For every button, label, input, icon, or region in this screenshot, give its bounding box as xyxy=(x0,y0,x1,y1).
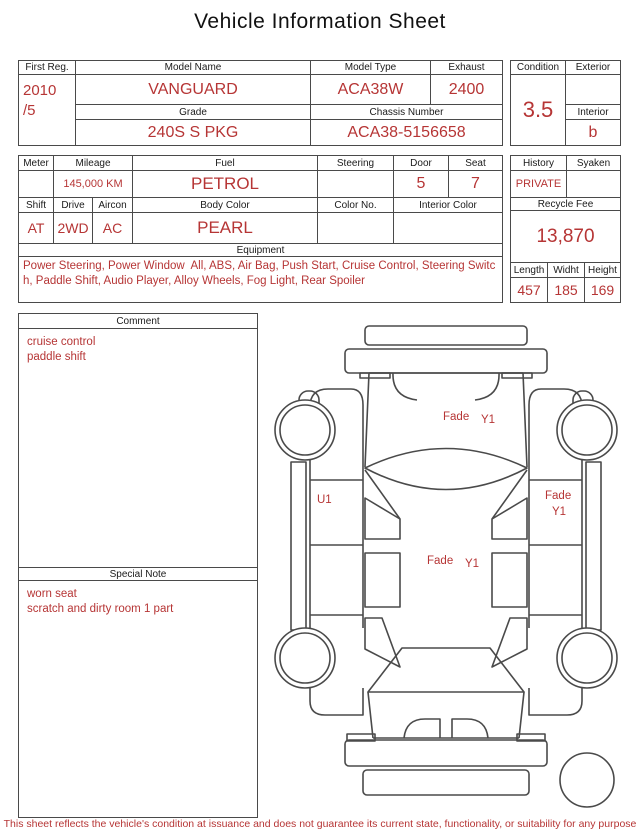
drive-value: 2WD xyxy=(54,213,93,244)
fuel-header: Fuel xyxy=(133,156,318,171)
door-value: 5 xyxy=(394,171,449,198)
page-title: Vehicle Information Sheet xyxy=(194,10,446,33)
syaken-value xyxy=(567,171,620,198)
rear-windshield xyxy=(368,648,524,692)
exterior-value xyxy=(566,75,620,105)
rear-bumper xyxy=(345,734,547,795)
first-reg-header: First Reg. xyxy=(19,61,76,75)
recycle-fee-value: 13,870 xyxy=(511,211,620,263)
left-rear-window xyxy=(365,553,400,607)
right-rear-quarter-panel xyxy=(529,688,582,715)
front-bumper-lower-bar xyxy=(345,349,547,373)
special-note-line: worn seat xyxy=(27,588,77,600)
tailgate-outline xyxy=(368,692,524,738)
right-tail-lamp xyxy=(452,719,488,738)
history-header: History xyxy=(511,156,567,171)
rear-section xyxy=(368,648,524,738)
history-value: PRIVATE xyxy=(511,171,567,198)
equipment-header: Equipment xyxy=(19,244,502,257)
interior-color-header: Interior Color xyxy=(394,198,502,213)
interior-value: b xyxy=(588,123,598,141)
condition-value: 3.5 xyxy=(511,75,566,145)
front-bumper-upper-bar xyxy=(365,326,527,345)
windshield xyxy=(365,449,527,490)
spec-table xyxy=(18,155,503,303)
interior-color-value xyxy=(394,213,502,244)
seat-header: Seat xyxy=(449,156,502,171)
shift-header: Shift xyxy=(19,198,54,213)
condition-header: Condition xyxy=(511,61,566,75)
right-headlight-arc xyxy=(475,373,499,400)
spare-tire xyxy=(560,753,614,807)
wheel-front-left-inner xyxy=(280,405,330,455)
length-header: Length xyxy=(511,263,548,278)
right-rocker-panel xyxy=(586,462,601,630)
history-box xyxy=(510,155,621,303)
comment-header: Comment xyxy=(19,314,257,329)
aircon-value: AC xyxy=(93,213,133,244)
model-identity-table xyxy=(18,60,503,146)
meter-header: Meter xyxy=(19,156,54,171)
grade-header: Grade xyxy=(76,105,311,120)
comment-line: cruise control xyxy=(27,336,96,348)
roof-damage-grade: Y1 xyxy=(465,558,480,570)
wheels xyxy=(275,400,617,807)
left-door-damage-mark: U1 xyxy=(317,494,332,506)
right-door-damage-grade: Y1 xyxy=(552,506,567,518)
model-name-header: Model Name xyxy=(76,61,311,75)
first-reg-value xyxy=(19,75,76,145)
width-value: 185 xyxy=(548,278,585,302)
comment-line: paddle shift xyxy=(27,351,86,364)
aircon-header: Aircon xyxy=(93,198,133,213)
side-windows xyxy=(365,498,527,667)
first-reg-month: /5 xyxy=(23,102,36,120)
color-no-header: Color No. xyxy=(318,198,394,213)
body-color-value: PEARL xyxy=(133,213,318,244)
chassis-number-header: Chassis Number xyxy=(311,105,502,120)
exhaust-value: 2400 xyxy=(431,75,502,105)
left-tail-lamp xyxy=(404,719,440,738)
right-front-window xyxy=(492,498,527,539)
comment-text xyxy=(19,329,257,567)
length-value: 457 xyxy=(511,278,548,302)
seat-value: 7 xyxy=(449,171,502,198)
first-reg-year: 2010 xyxy=(23,82,57,99)
comment-box xyxy=(18,313,258,818)
recycle-fee-header: Recycle Fee xyxy=(511,198,620,211)
mileage-value: 145,000 KM xyxy=(54,171,133,198)
wheel-rear-left-inner xyxy=(280,633,330,683)
rear-bumper-upper-bar xyxy=(345,740,547,766)
fuel-value: PETROL xyxy=(133,171,318,198)
chassis-number-value: ACA38-5156658 xyxy=(347,123,466,141)
right-quarter-window xyxy=(492,618,527,667)
hood-damage-grade: Y1 xyxy=(481,414,496,426)
disclaimer-text: This sheet reflects the vehicle's condition at issuance and does not guarantee its current state, functionality, or suitability for any purpose xyxy=(3,818,637,830)
height-header: Height xyxy=(585,263,620,278)
car-top-view-diagram xyxy=(265,315,635,815)
wheel-rear-right-inner xyxy=(562,633,612,683)
interior-header: Interior xyxy=(566,105,620,120)
height-value: 169 xyxy=(590,282,615,298)
rear-bumper-lower-bar xyxy=(363,770,529,795)
special-note-line: scratch and dirty room 1 part xyxy=(27,603,174,616)
special-note-header: Special Note xyxy=(19,567,257,581)
left-quarter-window xyxy=(365,618,400,667)
right-rear-window xyxy=(492,553,527,607)
right-door-damage-mark: Fade xyxy=(545,490,572,502)
door-header: Door xyxy=(394,156,449,171)
damage-marks xyxy=(317,411,571,570)
left-rocker-panel xyxy=(291,462,306,630)
color-no-value xyxy=(318,213,394,244)
exterior-header: Exterior xyxy=(566,61,620,75)
left-rear-quarter-panel xyxy=(310,688,363,715)
model-type-value: ACA38W xyxy=(311,75,431,105)
front-bumper xyxy=(345,326,547,378)
roof-damage-mark: Fade xyxy=(427,555,454,567)
body-color-header: Body Color xyxy=(133,198,318,213)
meter-value xyxy=(19,171,54,198)
left-front-window xyxy=(365,498,400,539)
left-headlight-arc xyxy=(393,373,417,400)
drive-header: Drive xyxy=(54,198,93,213)
exhaust-header: Exhaust xyxy=(431,61,502,75)
grade-value: 240S S PKG xyxy=(76,120,311,145)
steering-value xyxy=(318,171,394,198)
special-note-text xyxy=(19,581,257,817)
condition-box xyxy=(510,60,621,146)
model-name-value: VANGUARD xyxy=(76,75,311,105)
shift-value: AT xyxy=(19,213,54,244)
width-header: Widht xyxy=(548,263,585,278)
syaken-header: Syaken xyxy=(567,156,620,171)
model-type-header: Model Type xyxy=(311,61,431,75)
hood-damage-mark: Fade xyxy=(443,411,470,423)
mileage-header: Mileage xyxy=(54,156,133,171)
steering-header: Steering xyxy=(318,156,394,171)
equipment-text: Power Steering, Power Window All, ABS, Air Bag, Push Start, Cruise Control, Steering Switch, Paddle Shift, Audio Player, Alloy Wheels, Fog Light, Rear Spoiler xyxy=(23,260,496,287)
wheel-front-right-inner xyxy=(562,405,612,455)
